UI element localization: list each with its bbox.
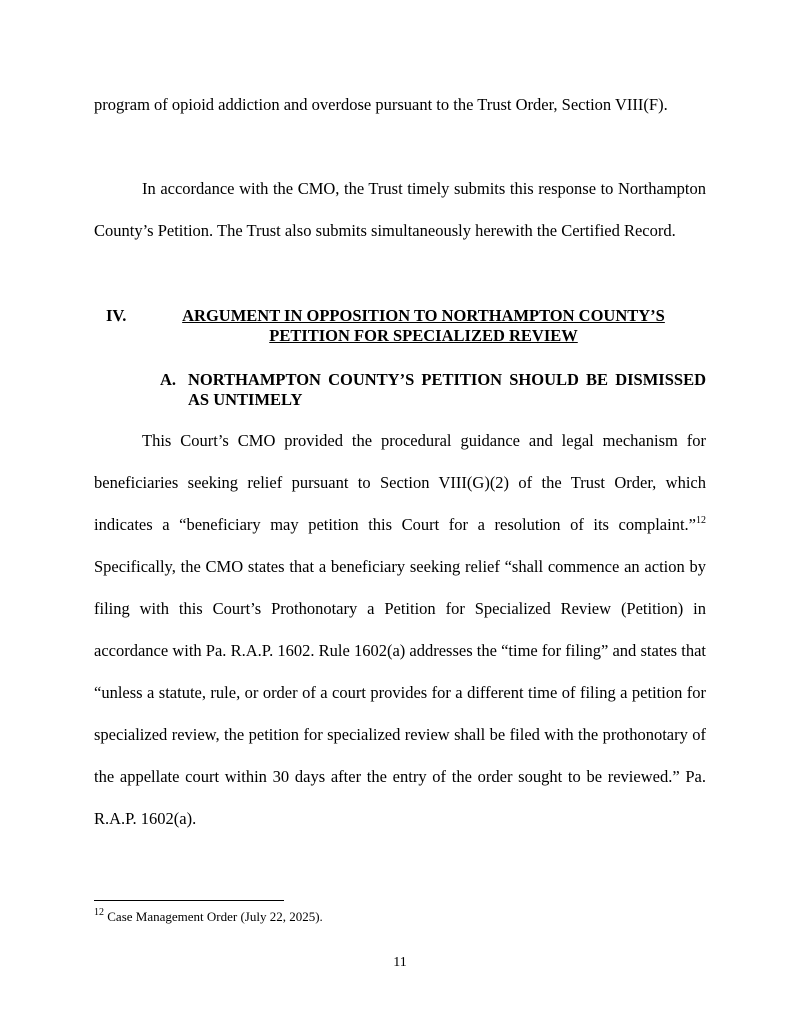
page-number: 11 <box>393 955 407 970</box>
footnote-number: 12 <box>94 907 104 918</box>
subsection-letter: A. <box>160 370 177 389</box>
footnote-divider <box>94 900 284 901</box>
paragraph-3-part-2: Specifically, the CMO states that a beneficiary seeking relief “shall commence an action by filing with this Court’s Prothonotary a Petition for Specialized Review (Petition) in accordance with Pa. R.A.P. 1602. Rule 1602(a) addresses the “time for filing” and states that “unless a statute, rule, or order of a court provides for a different time of filing a petition for specialized review, the petition for specialized review shall be filed with the prothonotary of the appellate court within 30 days after the entry of the order sought to be reviewed.” Pa. R.A.P. 1602(a). <box>94 557 706 828</box>
paragraph-2-text: In accordance with the CMO, the Trust timely submits this response to Northampton County’s Petition. The Trust also submits simultaneously herewith the Certified Record. <box>94 179 706 240</box>
footnote <box>94 908 706 926</box>
section-number: IV. <box>106 306 127 325</box>
subsection-title: NORTHAMPTON COUNTY’S PETITION SHOULD BE DISMISSED AS UNTIMELY <box>188 370 706 409</box>
footnote-text: Case Management Order (July 22, 2025). <box>104 909 323 924</box>
paragraph-1-text: program of opioid addiction and overdose pursuant to the Trust Order, Section VIII(F). <box>94 95 668 114</box>
paragraph-3 <box>94 420 706 840</box>
paragraph-1 <box>94 84 706 126</box>
footnote-reference: 12 <box>696 515 706 526</box>
paragraph-2 <box>94 168 706 252</box>
paragraph-3-part-1: This Court’s CMO provided the procedural guidance and legal mechanism for beneficiaries seeking relief pursuant to Section VIII(G)(2) of the Trust Order, which indicates a “beneficiary may petition this Court for a resolution of its complaint.” <box>94 431 706 534</box>
paragraph-3-text <box>94 420 706 840</box>
section-title-line-2: PETITION FOR SPECIALIZED REVIEW <box>269 326 578 345</box>
section-title-line-1: ARGUMENT IN OPPOSITION TO NORTHAMPTON COUNTY’S <box>182 306 665 325</box>
